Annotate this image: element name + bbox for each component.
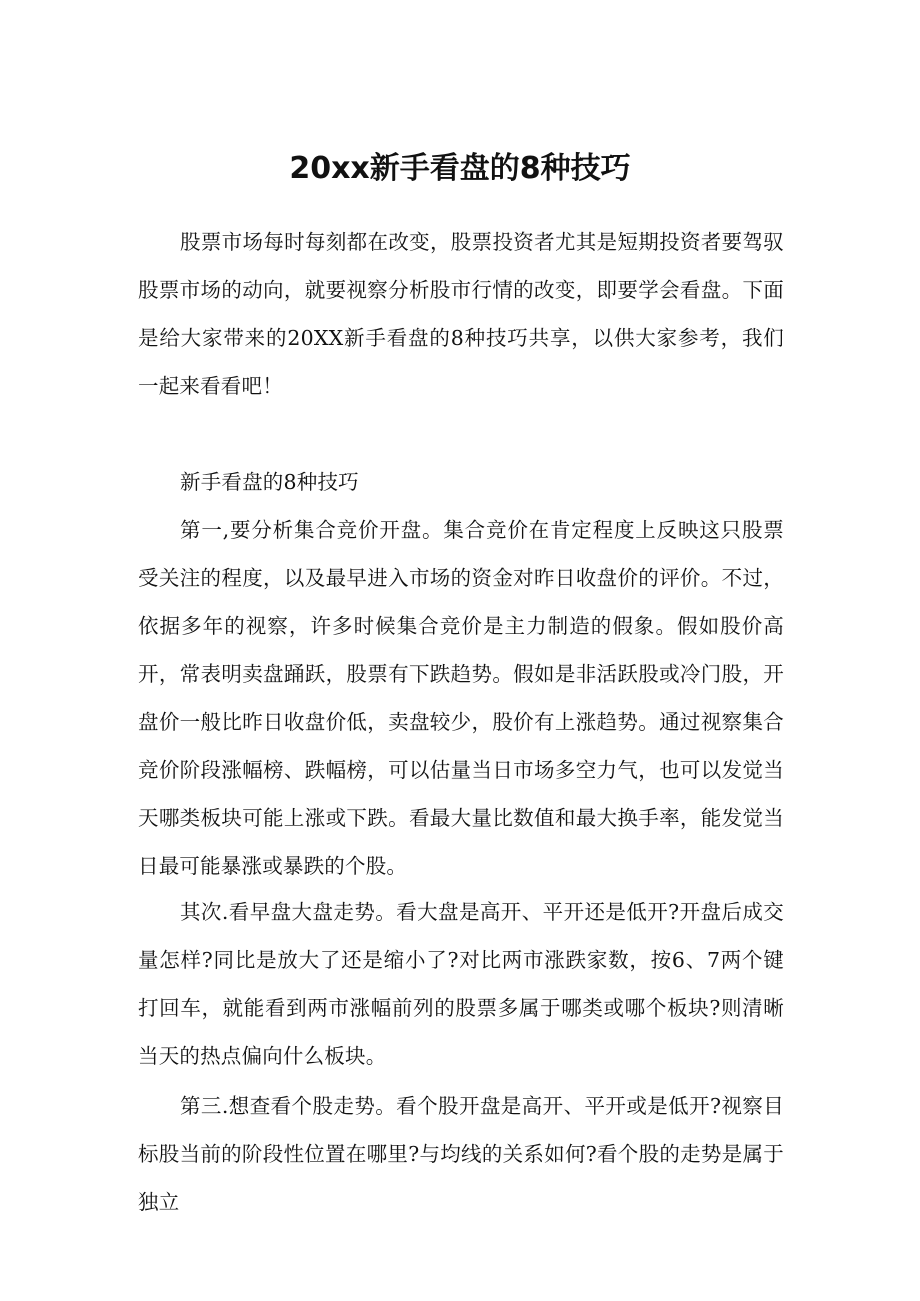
document-title: 20xx新手看盘的8种技巧	[289, 151, 631, 186]
paragraph-first-tip: 第一,要分析集合竞价开盘。集合竞价在肯定程度上反映这只股票受关注的程度，以及最早进入市场的资金对昨日收盘价的评价。不过，依据多年的视察，许多时候集合竞价是主力制造的假象。假如股价高开，常表明卖盘踊跃，股票有下跌趋势。假如是非活跃股或冷门股，开盘价一般比昨日收盘价低，卖盘较少，股价有上涨趋势。通过视察集合竞价阶段涨幅榜、跌幅榜，可以估量当日市场多空力气，也可以发觉当天哪类板块可能上涨或下跌。看最大量比数值和最大换手率，能发觉当日最可能暴涨或暴跌的个股。	[138, 518, 784, 878]
paragraph-third-tip: 第三.想查看个股走势。看个股开盘是高开、平开或是低开?视察目标股当前的阶段性位置在哪里?与均线的关系如何?看个股的走势是属于独立	[138, 1094, 784, 1214]
paragraph-second-tip: 其次.看早盘大盘走势。看大盘是高开、平开还是低开?开盘后成交量怎样?同比是放大了还是缩小了?对比两市涨跌家数，按6、7两个键打回车，就能看到两市涨幅前列的股票多属于哪类或哪个板块?则清晰当天的热点偏向什么板块。	[138, 900, 784, 1068]
section-heading: 新手看盘的8种技巧	[180, 470, 359, 494]
intro-paragraph: 股票市场每时每刻都在改变，股票投资者尤其是短期投资者要驾驭股票市场的动向，就要视察分析股市行情的改变，即要学会看盘。下面是给大家带来的20XX新手看盘的8种技巧共享，以供大家参考，我们一起来看看吧！	[138, 230, 784, 398]
